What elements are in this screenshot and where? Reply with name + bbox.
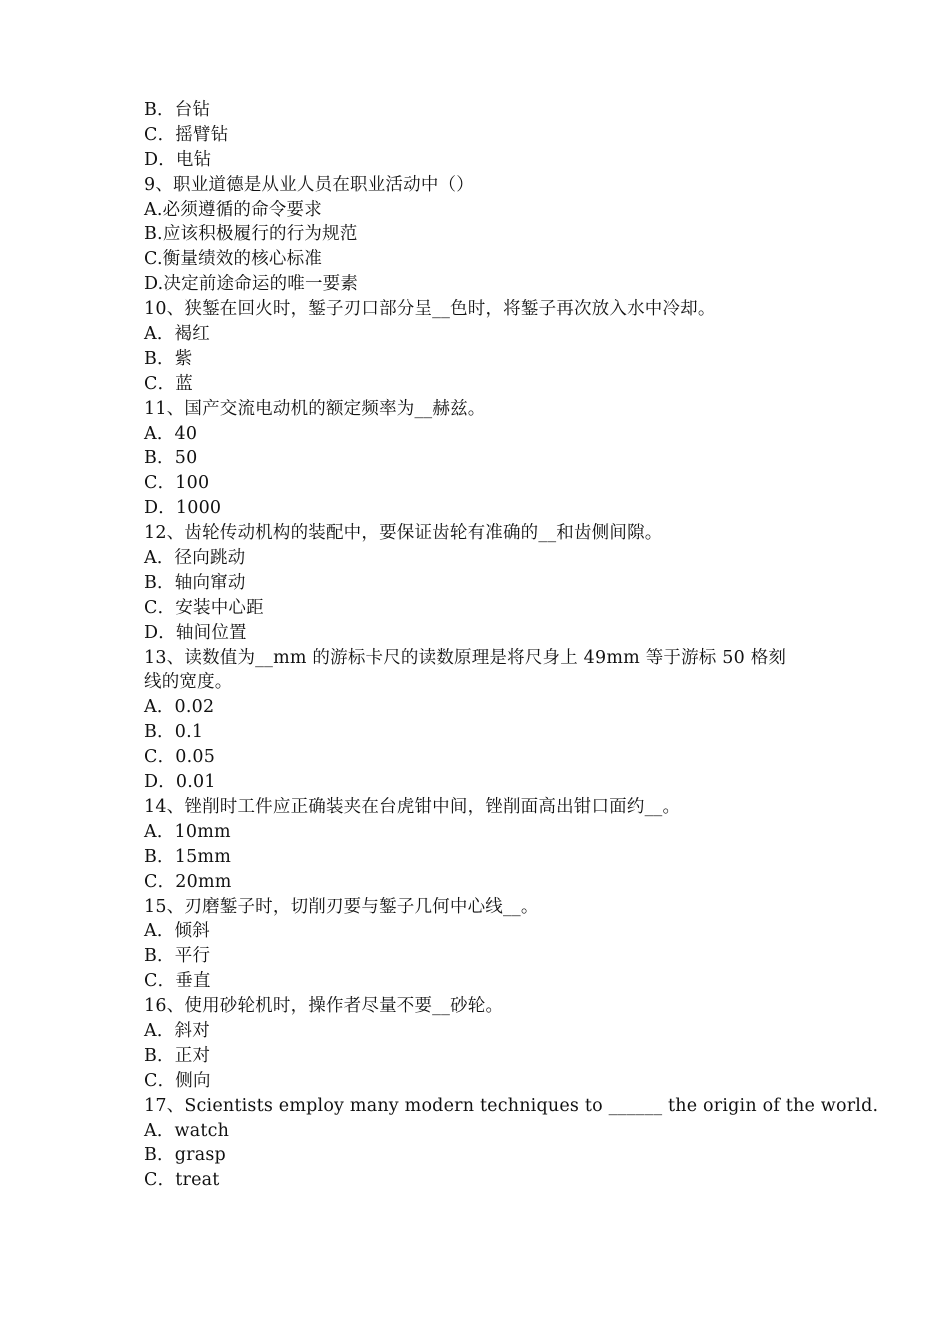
option-c-q8: C．摇臂钻 [144,124,229,145]
option-a-q15: A．倾斜 [144,921,210,942]
option-b-q17: B．grasp [144,1145,226,1166]
option-b-q9: B.应该积极履行的行为规范 [144,224,358,245]
option-b-q10: B．紫 [144,348,193,369]
option-a-q14: A．10mm [144,821,231,842]
question-14: 14、锉削时工件应正确装夹在台虎钳中间，锉削面高出钳口面约__。 [144,796,681,817]
question-9: 9、职业道德是从业人员在职业活动中（） [144,174,474,195]
option-b-q8: B．台钻 [144,100,211,120]
option-a-q12: A．径向跳动 [144,548,246,569]
question-13-continued: 线的宽度。 [144,672,233,693]
option-b-q14: B．15mm [144,846,232,867]
option-c-q12: C．安装中心距 [144,597,264,618]
option-b-q15: B．平行 [144,946,211,967]
option-a-q13: A．0.02 [144,697,215,718]
option-d-q12: D．轴间位置 [144,622,247,643]
question-13: 13、读数值为__mm 的游标卡尺的读数原理是将尺身上 49mm 等于游标 50 格刻 [144,647,787,668]
option-c-q17: C．treat [144,1170,220,1191]
option-c-q16: C．侧向 [144,1070,211,1091]
option-a-q16: A．斜对 [144,1020,210,1041]
option-c-q14: C．20mm [144,871,232,892]
option-b-q13: B．0.1 [144,722,204,743]
option-b-q16: B．正对 [144,1045,211,1066]
question-15: 15、刃磨錾子时，切削刃要与錾子几何中心线__。 [144,896,539,917]
question-16: 16、使用砂轮机时，操作者尽量不要__砂轮。 [144,996,504,1017]
option-d-q11: D．1000 [144,498,222,519]
question-17: 17、Scientists employ many modern techniques to ______ the origin of the world. [144,1095,879,1116]
option-c-q13: C．0.05 [144,747,216,768]
option-c-q10: C．蓝 [144,373,193,394]
option-b-q11: B．50 [144,448,198,469]
question-11: 11、国产交流电动机的额定频率为__赫兹。 [144,398,486,419]
option-c-q15: C．垂直 [144,971,211,992]
question-10: 10、狭錾在回火时，錾子刃口部分呈__色时，将錾子再次放入水中冷却。 [144,299,716,320]
option-a-q9: A.必须遵循的命令要求 [144,199,322,220]
question-12: 12、齿轮传动机构的装配中，要保证齿轮有准确的__和齿侧间隙。 [144,523,663,544]
option-d-q13: D．0.01 [144,772,216,793]
option-a-q17: A．watch [144,1120,230,1141]
option-c-q9: C.衡量绩效的核心标准 [144,249,323,270]
option-d-q9: D.决定前途命运的唯一要素 [144,274,359,295]
question-list [144,98,879,1193]
option-a-q10: A．褐红 [144,324,210,345]
option-c-q11: C．100 [144,473,210,494]
option-b-q12: B．轴向窜动 [144,572,246,593]
option-d-q8: D．电钻 [144,149,212,170]
option-a-q11: A．40 [144,423,198,444]
